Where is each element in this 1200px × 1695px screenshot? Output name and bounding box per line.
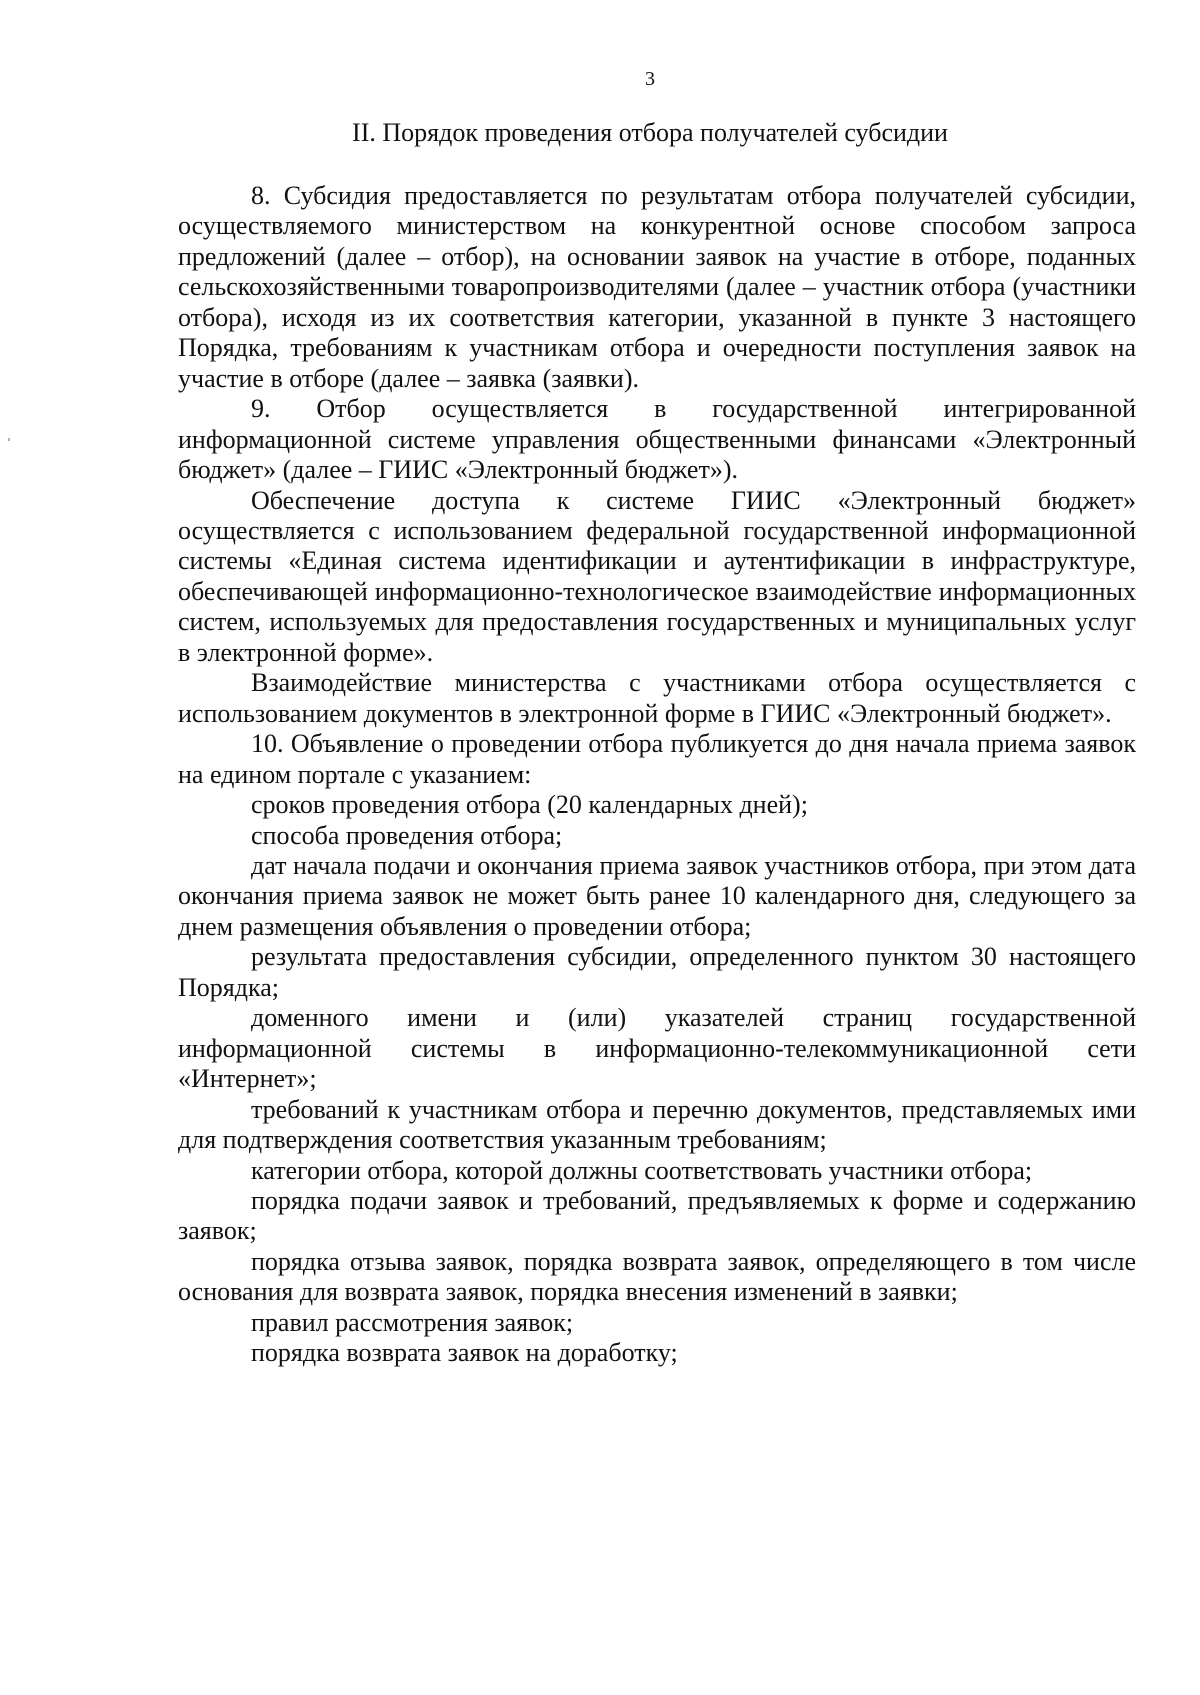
list-item: дат начала подачи и окончания приема заявок участников отбора, при этом дата окончания приема заявок не может быть ранее 10 календарного дня, следующего за днем размещения объявления о проведении отбора;: [178, 850, 1136, 941]
list-item: порядка возврата заявок на доработку;: [251, 1338, 678, 1368]
scan-margin-mark: [8, 438, 10, 441]
list-item: порядка отзыва заявок, порядка возврата заявок, определяющего в том числе основания для возврата заявок, порядка внесения изменений в заявки;: [178, 1246, 1136, 1307]
paragraph-10: 10. Объявление о проведении отбора публикуется до дня начала приема заявок на едином портале с указанием:: [178, 729, 1136, 789]
paragraph-interaction: Взаимодействие министерства с участниками отбора осуществляется с использованием документов в электронной форме в ГИИС «Электронный бюджет».: [178, 668, 1136, 728]
paragraph-access: Обеспечение доступа к системе ГИИС «Электронный бюджет» осуществляется с использованием федеральной государственной информационной системы «Единая система идентификации и аутентификации в инфраструктуре, обеспечивающей информационно-технологическое взаимодействие информационных систем, используемых для предоставления государственных и муниципальных услуг в электронной форме».: [178, 485, 1136, 667]
list-item: категории отбора, которой должны соответствовать участники отбора;: [251, 1155, 1033, 1185]
paragraph-9: 9. Отбор осуществляется в государственной интегрированной информационной системе управления общественными финансами «Электронный бюджет» (далее – ГИИС «Электронный бюджет»).: [178, 394, 1136, 485]
list-item: доменного имени и (или) указателей страниц государственной информационной системы в информационно-телекоммуникационной сети «Интернет»;: [178, 1003, 1136, 1094]
list-item: правил рассмотрения заявок;: [251, 1307, 574, 1337]
page-number: 3: [645, 68, 655, 90]
list-item: способа проведения отбора;: [251, 820, 563, 850]
list-item: сроков проведения отбора (20 календарных дней);: [251, 790, 808, 820]
list-item: требований к участникам отбора и перечню документов, представляемых ими для подтверждения соответствия указанным требованиям;: [178, 1094, 1136, 1155]
section-title: II. Порядок проведения отбора получателей субсидии: [352, 118, 948, 147]
list-item: результата предоставления субсидии, определенного пунктом 30 настоящего Порядка;: [178, 942, 1136, 1002]
paragraph-8: 8. Субсидия предоставляется по результатам отбора получателей субсидии, осуществляемого министерством на конкурентной основе способом запроса предложений (далее – отбор), на основании заявок на участие в отборе, поданных сельскохозяйственными товаропроизводителями (далее – участник отбора (участники отбора), исходя из их соответствия категории, указанной в пункте 3 настоящего Порядка, требованиям к участникам отбора и очередности поступления заявок на участие в отборе (далее – заявка (заявки).: [178, 181, 1136, 393]
list-item: порядка подачи заявок и требований, предъявляемых к форме и содержанию заявок;: [178, 1185, 1136, 1246]
document-body: [178, 181, 1136, 1369]
